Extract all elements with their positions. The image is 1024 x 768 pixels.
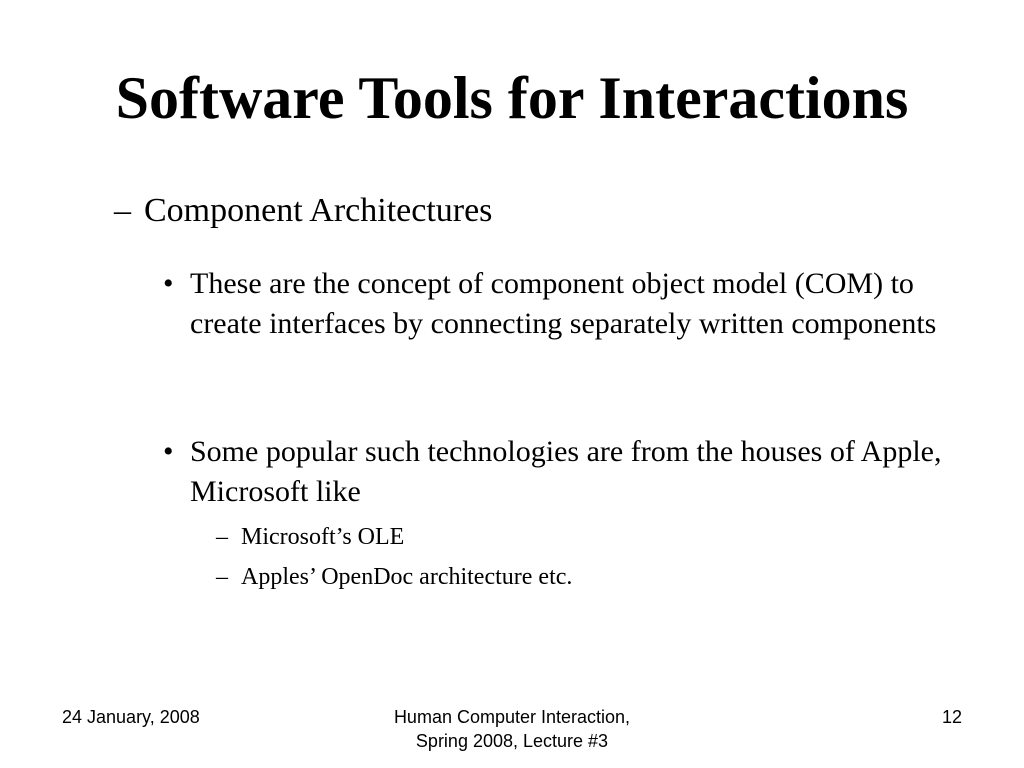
- bullet-marker: •: [163, 267, 174, 300]
- bullet-item-technologies: [163, 432, 963, 512]
- footer-course-line2: Spring 2008, Lecture #3: [415, 731, 609, 751]
- footer-course: [312, 705, 712, 753]
- bullet-marker: •: [163, 435, 174, 468]
- level1-text: Component Architectures: [144, 192, 493, 229]
- bullet-text: Some popular such technologies are from the houses of Apple, Microsoft like: [190, 435, 942, 508]
- dash-marker: –: [216, 524, 228, 550]
- bullet-item-com: [163, 264, 963, 344]
- sub-item-text: Microsoft’s OLE: [241, 524, 405, 550]
- sub-item-text: Apples’ OpenDoc architecture etc.: [241, 564, 573, 590]
- bullet-text: These are the concept of component object model (COM) to create interfaces by connecting separately written components: [190, 267, 937, 340]
- footer-course-line1: Human Computer Interaction,: [393, 707, 631, 727]
- sub-item-opendoc: [216, 562, 572, 592]
- dash-marker: –: [114, 192, 131, 229]
- level1-heading: [114, 190, 492, 232]
- page-number: 12: [941, 707, 962, 727]
- slide-title: Software Tools for Interactions: [115, 65, 909, 131]
- sub-item-ole: [216, 522, 404, 552]
- dash-marker: –: [216, 564, 228, 590]
- footer-date: 24 January, 2008: [62, 707, 200, 727]
